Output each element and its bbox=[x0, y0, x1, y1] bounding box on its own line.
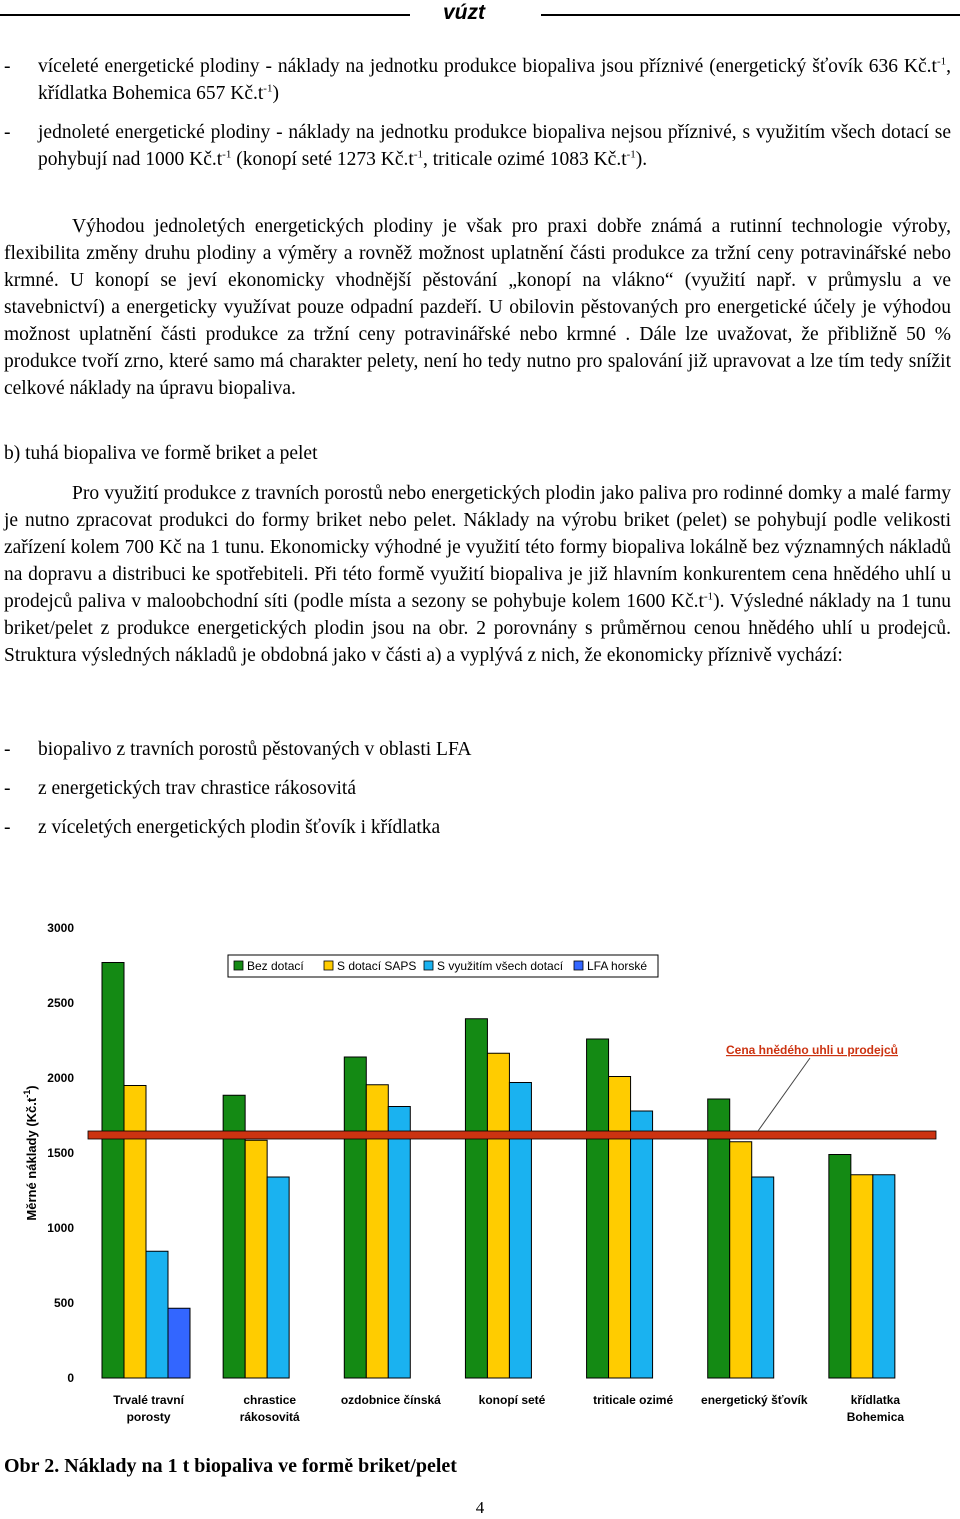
category-label: porosty bbox=[126, 1410, 171, 1424]
bullet-grass bbox=[4, 775, 951, 802]
legend-entry: LFA horské bbox=[587, 959, 648, 973]
bullet-text: víceleté energetické plodiny - náklady na jednotku produkce biopaliva jsou příznivé (energetický šťovík 636 $Kč.t^{-1}$, křídlatka Bohemica 657 $Kč.t^{-1}$) bbox=[38, 55, 951, 104]
bullet-text: biopalivo z travních porostů pěstovaných v oblasti LFA bbox=[38, 739, 472, 760]
y-tick-label: 3000 bbox=[47, 921, 74, 935]
bullet-perennial-crops bbox=[4, 53, 951, 107]
bar-2-3 bbox=[509, 1083, 531, 1379]
bar-3-0 bbox=[168, 1308, 190, 1378]
bar-0-4 bbox=[587, 1039, 609, 1378]
reference-line-label: Cena hnědého uhli u prodejců bbox=[725, 1043, 899, 1057]
bar-2-5 bbox=[752, 1177, 774, 1378]
paragraph-text: Výhodou jednoletých energetických plodiny je však pro praxi dobře známá a rutinní technologie výroby, flexibilita změny druhu plodiny a výměry a rovněž možnost uplatnění části produkce za tržní ceny potravinářské nebo krmné. U konopí se jeví ekonomicky vhodnější pěstování „konopí na vlákno“ (využití např. v průmyslu a ve stavebnictví) a energeticky využívat pouze odpadní pazdeří. U obilovin pěstovaných pro energetické účely je výhodou možnost uplatnění části produkce za tržní ceny potravinářské nebo krmné . Dále lze uvažovat, že přibližně 50 % produkce tvoří zrno, které samo má charakter pelety, není ho tedy nutno pro spalování již upravovat a lze tím tedy snížit celkové náklady na úpravu biopaliva. bbox=[4, 216, 951, 399]
header-rule-right bbox=[541, 14, 960, 16]
paragraph-briquettes: Pro využití produkce z travních porostů nebo energetických plodin jako paliva pro rodinné domky a malé farmy je nutno zpracovat produkci do formy briket nebo pelet. Náklady na výrobu briket (pelet) se pohybují podle velikosti zařízení kolem 700 Kč na 1 tunu. Ekonomicky výhodné je využití této formy biopaliva lokálně bez významných nákladů na dopravu a distribuci ke spotřebiteli. Při této formě využití biopaliva je již hlavním konkurentem cena hnědého uhlí u prodejců paliva v maloobchodní síti (podle místa a sezony se pohybuje kolem 1600 $Kč.t^{-1}$). Výsledné náklady na 1 tunu briket/pelet z produkce energetických plodin jsou na obr. 2 porovnány s průměrnou cenou hnědého uhlí u prodejců. Struktura výsledných nákladů je obdobná jako v části a) a vyplývá z nich, že ekonomicky příznivě vychází: bbox=[4, 483, 952, 666]
cost-bar-chart bbox=[0, 900, 960, 1440]
bullet-annual-crops bbox=[4, 119, 951, 200]
bar-0-2 bbox=[344, 1057, 366, 1378]
bar-1-4 bbox=[609, 1077, 631, 1379]
bar-2-2 bbox=[388, 1107, 410, 1379]
bar-1-6 bbox=[851, 1175, 873, 1378]
header-rule-left bbox=[0, 14, 410, 16]
y-tick-label: 0 bbox=[67, 1371, 74, 1385]
bullet-perennials bbox=[4, 814, 951, 841]
figure-caption: Obr 2. Náklady na 1 t biopaliva ve formě briket/pelet bbox=[4, 1455, 457, 1477]
bar-0-0 bbox=[102, 963, 124, 1379]
category-label: chrastice bbox=[243, 1393, 297, 1407]
bar-2-0 bbox=[146, 1251, 168, 1378]
category-label: křídlatka bbox=[850, 1393, 901, 1407]
reference-line-leader bbox=[758, 1058, 810, 1131]
bullet-dash: - bbox=[4, 778, 11, 799]
category-label: triticale ozimé bbox=[593, 1393, 674, 1407]
bar-0-6 bbox=[829, 1155, 851, 1379]
category-label: Trvalé travní bbox=[113, 1393, 184, 1407]
y-tick-label: 2500 bbox=[47, 996, 74, 1010]
y-axis-title: Měrné náklady $(Kč.t^{-1})$ bbox=[22, 1085, 39, 1221]
legend-swatch bbox=[234, 961, 243, 970]
legend-entry: S dotací SAPS bbox=[337, 959, 417, 973]
bar-1-1 bbox=[245, 1140, 267, 1378]
bullet-text: z energetických trav chrastice rákosovitá bbox=[38, 778, 356, 799]
bar-2-1 bbox=[267, 1177, 289, 1378]
paragraph-annual-advantages bbox=[4, 213, 951, 402]
bar-1-2 bbox=[366, 1085, 388, 1378]
category-label: rákosovitá bbox=[239, 1410, 300, 1424]
bar-2-4 bbox=[631, 1111, 653, 1378]
legend-entry: S využitím všech dotací bbox=[437, 959, 564, 973]
bullet-text: jednoleté energetické plodiny - náklady na jednotku produkce biopaliva nejsou příznivé, s využitím všech dotací se pohybují nad 1000 $Kč.t^{-1}$ (konopí seté 1273 $Kč.t^{-1}$, triticale ozimé 1083 $Kč.t^{-1}$). bbox=[38, 122, 951, 170]
y-tick-label: 2000 bbox=[47, 1071, 74, 1085]
bullet-dash: - bbox=[4, 56, 11, 77]
category-label: Bohemica bbox=[846, 1410, 905, 1424]
bar-0-5 bbox=[708, 1099, 730, 1378]
y-tick-label: 1500 bbox=[47, 1146, 74, 1160]
bar-0-3 bbox=[465, 1019, 487, 1378]
y-tick-label: 500 bbox=[53, 1296, 74, 1310]
category-label: energetický šťovík bbox=[701, 1393, 808, 1407]
bullet-lfa bbox=[4, 736, 951, 763]
legend-swatch bbox=[424, 961, 433, 970]
bullet-dash: - bbox=[4, 739, 11, 760]
bar-1-3 bbox=[487, 1053, 509, 1378]
legend-swatch bbox=[574, 961, 583, 970]
bar-2-6 bbox=[873, 1175, 895, 1378]
svg-text:vúzt: vúzt bbox=[443, 1, 485, 24]
bullet-dash: - bbox=[4, 122, 11, 143]
vuzt-logo bbox=[441, 0, 511, 24]
page-number: 4 bbox=[475, 1498, 485, 1517]
section-heading-b: b) tuhá biopaliva ve formě briket a pelet bbox=[4, 443, 318, 464]
bar-1-0 bbox=[124, 1086, 146, 1379]
bar-1-5 bbox=[730, 1142, 752, 1378]
y-tick-label: 1000 bbox=[47, 1221, 74, 1235]
category-label: konopí seté bbox=[478, 1393, 546, 1407]
legend-entry: Bez dotací bbox=[247, 959, 304, 973]
bullet-dash: - bbox=[4, 817, 11, 838]
category-label: ozdobnice čínská bbox=[340, 1393, 441, 1407]
reference-line-coal-price bbox=[88, 1131, 936, 1139]
legend-swatch bbox=[324, 961, 333, 970]
bullet-text: z víceletých energetických plodin šťovík i křídlatka bbox=[38, 817, 441, 838]
